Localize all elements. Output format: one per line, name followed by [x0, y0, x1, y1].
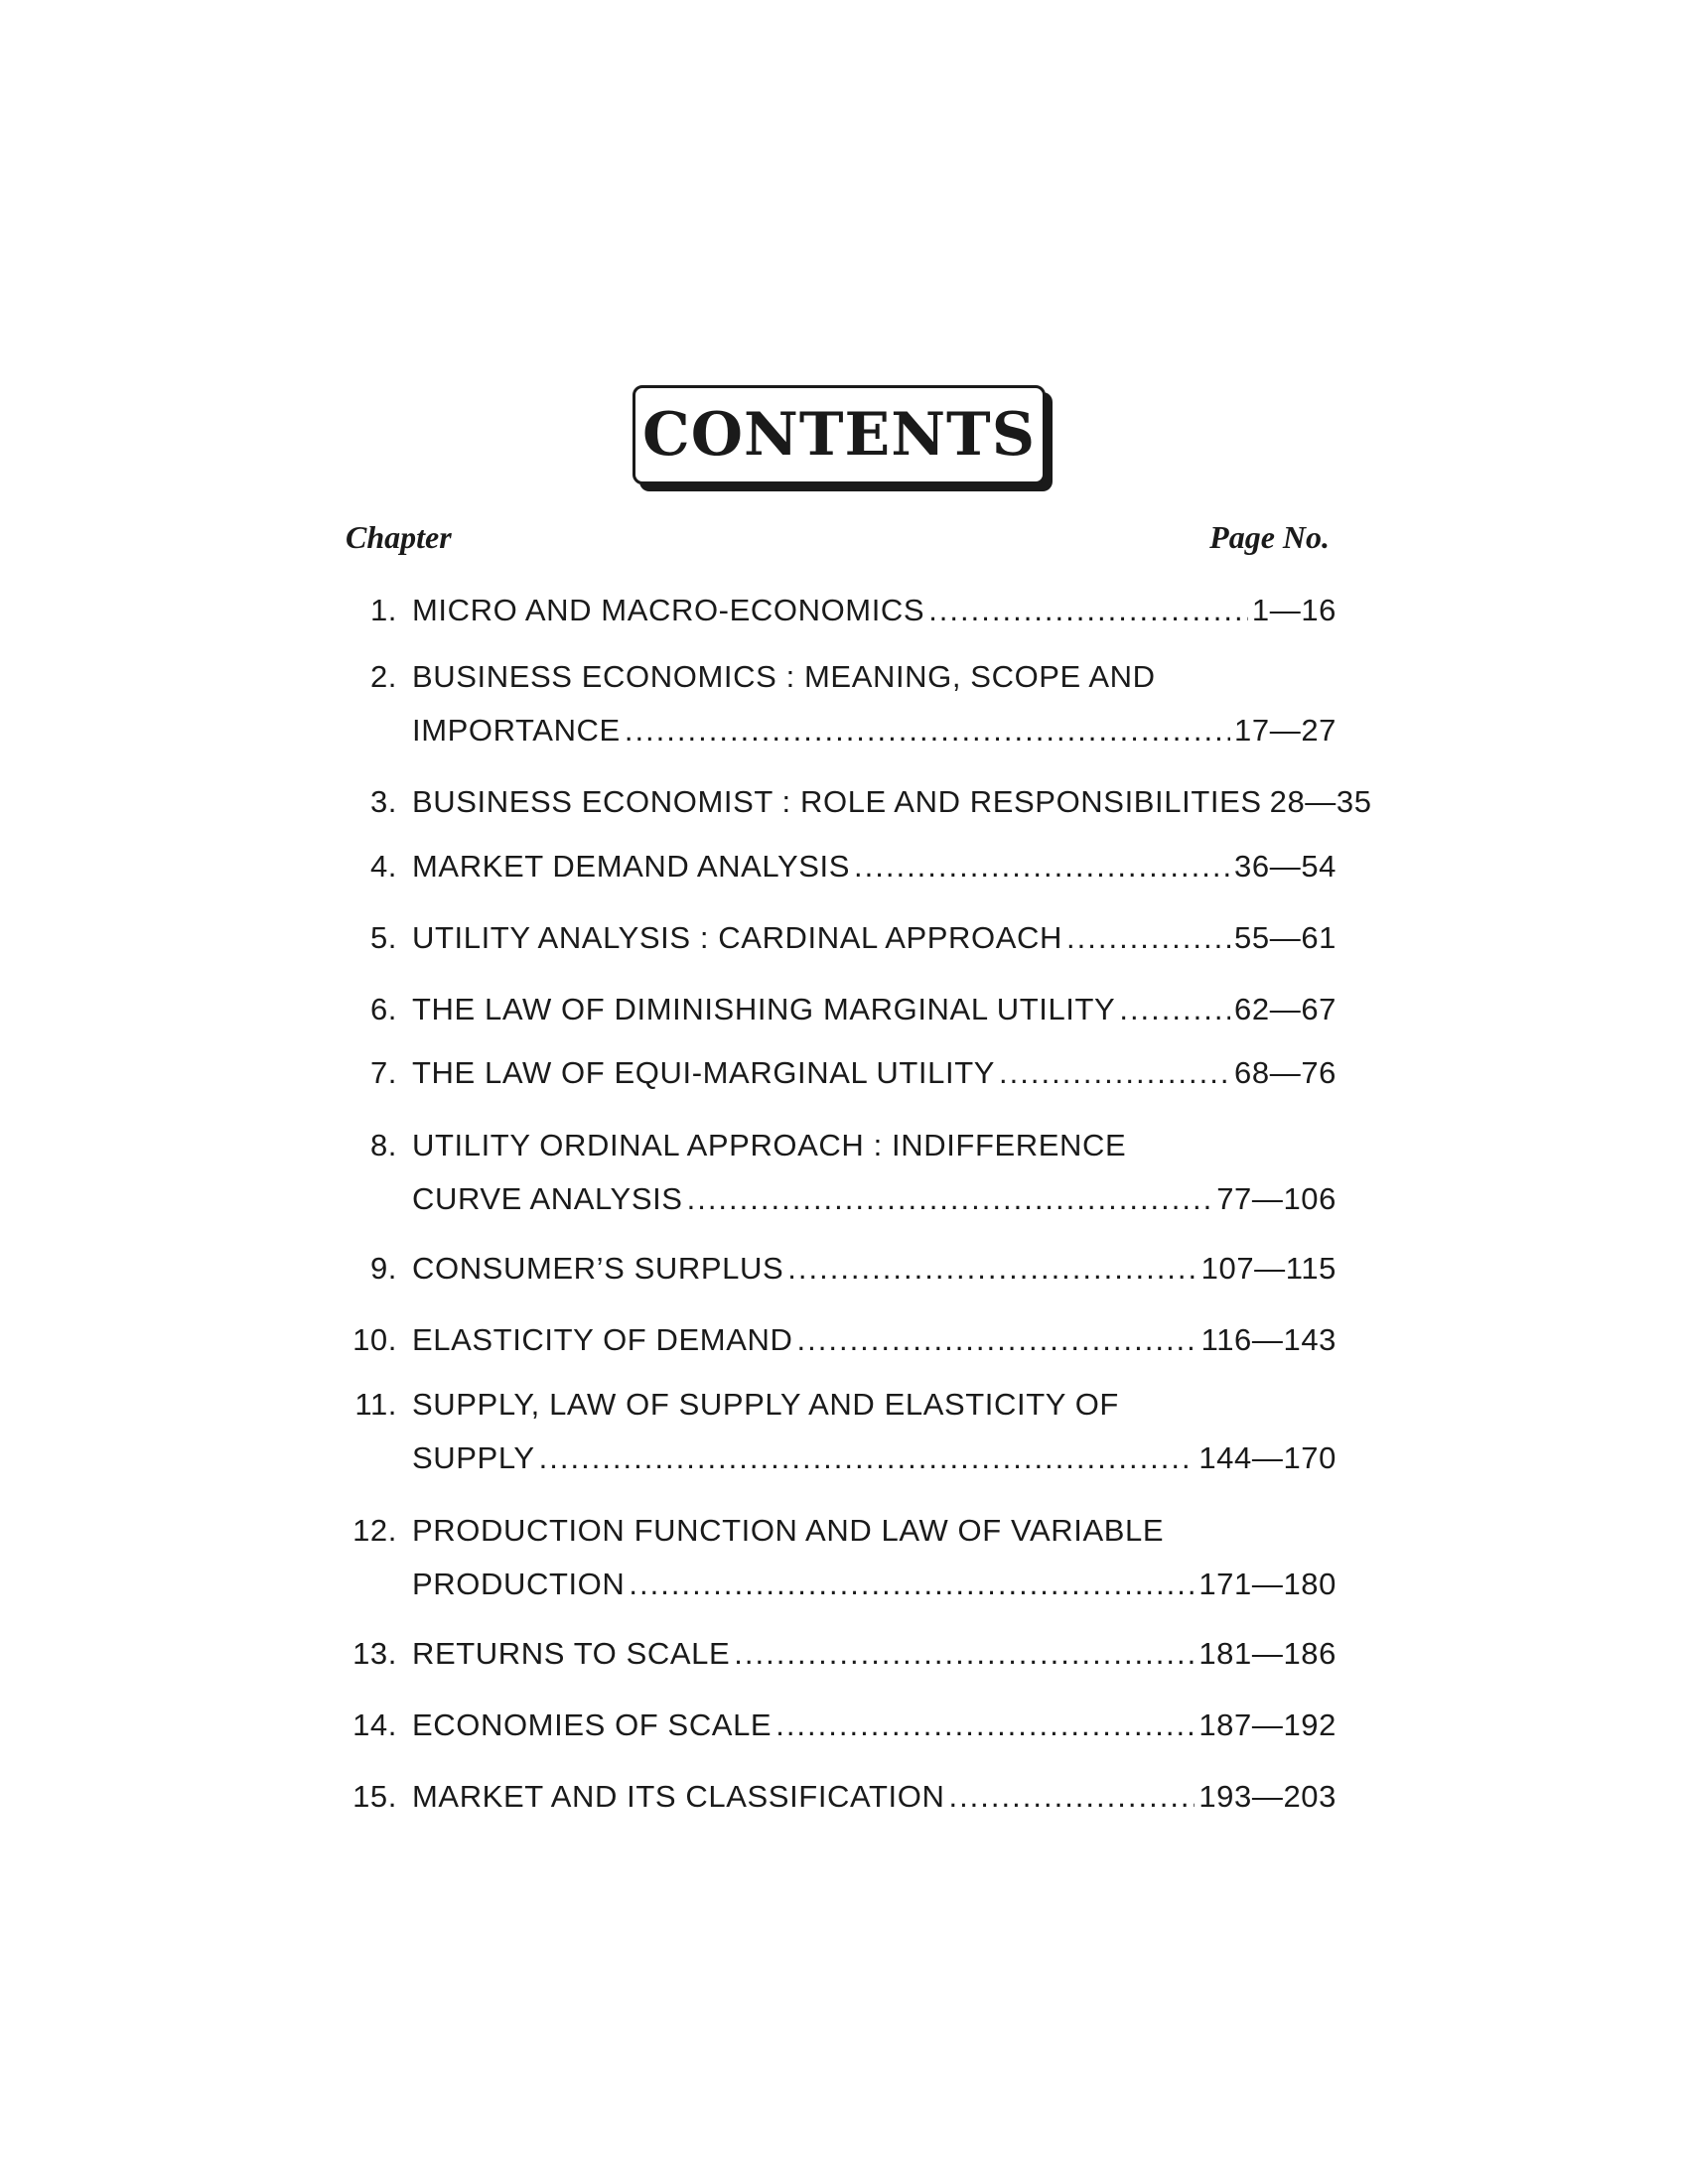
chapter-title: MARKET AND ITS CLASSIFICATION [412, 1779, 945, 1814]
page-range: 187—192 [1198, 1707, 1336, 1742]
contents-title-box [633, 385, 1046, 484]
page-range: 55—61 [1234, 920, 1336, 955]
chapter-number: 7. [369, 1055, 397, 1090]
dot-leader [787, 1249, 1196, 1289]
entry-line [412, 1777, 1336, 1817]
chapter-title: ECONOMIES OF SCALE [412, 1707, 773, 1742]
entry-line [412, 847, 1336, 887]
chapter-number: 5. [369, 920, 397, 955]
page-range: 77—106 [1216, 1181, 1336, 1216]
chapter-number: 11. [354, 1387, 397, 1422]
chapter-number: 1. [369, 593, 397, 627]
chapter-title: MICRO AND MACRO-ECONOMICS [412, 593, 925, 627]
dot-leader [687, 1179, 1213, 1219]
page-range: 28—35 [1269, 784, 1372, 819]
page-range: 144—170 [1198, 1440, 1336, 1475]
entry-line [412, 1511, 1336, 1551]
dot-leader [775, 1706, 1195, 1745]
chapter-title: SUPPLY, LAW OF SUPPLY AND ELASTICITY OF [412, 1387, 1119, 1422]
dot-leader [854, 847, 1230, 887]
entry-line [412, 918, 1336, 958]
entry-line [412, 591, 1336, 630]
page-range: 1—16 [1251, 593, 1336, 627]
entry-line [412, 1706, 1336, 1745]
chapter-number: 9. [369, 1251, 397, 1286]
page-range: 181—186 [1198, 1636, 1336, 1671]
page-range: 68—76 [1234, 1055, 1336, 1090]
chapter-column-header: Chapter [346, 519, 452, 555]
page-range: 171—180 [1198, 1567, 1336, 1601]
entry-line [412, 1126, 1336, 1165]
dot-leader [734, 1634, 1195, 1674]
entry-line [412, 1249, 1336, 1289]
chapter-number: 15. [352, 1779, 397, 1814]
chapter-title: BUSINESS ECONOMIST : ROLE AND RESPONSIBILITIES [412, 784, 1262, 819]
entry-line [412, 1385, 1336, 1425]
entry-line-continued [412, 1179, 1336, 1219]
entry-line-continued [412, 711, 1336, 751]
dot-leader [1066, 918, 1230, 958]
chapter-number: 8. [369, 1128, 397, 1162]
dot-leader [797, 1320, 1197, 1360]
chapter-title-continued: PRODUCTION [412, 1567, 626, 1601]
page-title: CONTENTS [641, 400, 1037, 470]
page-range: 62—67 [1234, 992, 1336, 1026]
chapter-title: THE LAW OF DIMINISHING MARGINAL UTILITY [412, 992, 1116, 1026]
entry-line [412, 1053, 1336, 1093]
page-range: 36—54 [1234, 849, 1336, 884]
chapter-title-continued: IMPORTANCE [412, 713, 621, 748]
chapter-number: 12. [352, 1513, 397, 1548]
entry-line [412, 657, 1336, 697]
chapter-title: UTILITY ANALYSIS : CARDINAL APPROACH [412, 920, 1062, 955]
entry-line [412, 1320, 1336, 1360]
dot-leader [625, 711, 1230, 751]
page-range: 193—203 [1198, 1779, 1336, 1814]
chapter-title: RETURNS TO SCALE [412, 1636, 731, 1671]
chapter-title: MARKET DEMAND ANALYSIS [412, 849, 850, 884]
chapter-number: 6. [369, 992, 397, 1026]
page-range: 107—115 [1200, 1251, 1336, 1286]
dot-leader [928, 591, 1248, 630]
dot-leader [629, 1565, 1195, 1604]
chapter-title: UTILITY ORDINAL APPROACH : INDIFFERENCE [412, 1128, 1127, 1162]
chapter-title-continued: SUPPLY [412, 1440, 535, 1475]
dot-leader [539, 1438, 1196, 1478]
dot-leader [999, 1053, 1230, 1093]
entry-line [412, 1634, 1336, 1674]
chapter-title: ELASTICITY OF DEMAND [412, 1322, 793, 1357]
chapter-number: 14. [352, 1707, 397, 1742]
entry-line-continued [412, 1438, 1336, 1478]
chapter-title: THE LAW OF EQUI-MARGINAL UTILITY [412, 1055, 996, 1090]
chapter-number: 10. [352, 1322, 397, 1357]
chapter-title-continued: CURVE ANALYSIS [412, 1181, 683, 1216]
entry-line [412, 782, 1372, 822]
chapter-number: 3. [369, 784, 397, 819]
dot-leader [1119, 990, 1230, 1029]
page-range: 116—143 [1200, 1322, 1336, 1357]
chapter-number: 4. [369, 849, 397, 884]
chapter-number: 2. [369, 659, 397, 694]
chapter-title: CONSUMER’S SURPLUS [412, 1251, 784, 1286]
chapter-title: BUSINESS ECONOMICS : MEANING, SCOPE AND [412, 659, 1156, 694]
chapter-title: PRODUCTION FUNCTION AND LAW OF VARIABLE [412, 1513, 1165, 1548]
chapter-number: 13. [352, 1636, 397, 1671]
entry-line [412, 990, 1336, 1029]
page-column-header: Page No. [1209, 519, 1330, 555]
page-range: 17—27 [1234, 713, 1336, 748]
dot-leader [948, 1777, 1195, 1817]
entry-line-continued [412, 1565, 1336, 1604]
